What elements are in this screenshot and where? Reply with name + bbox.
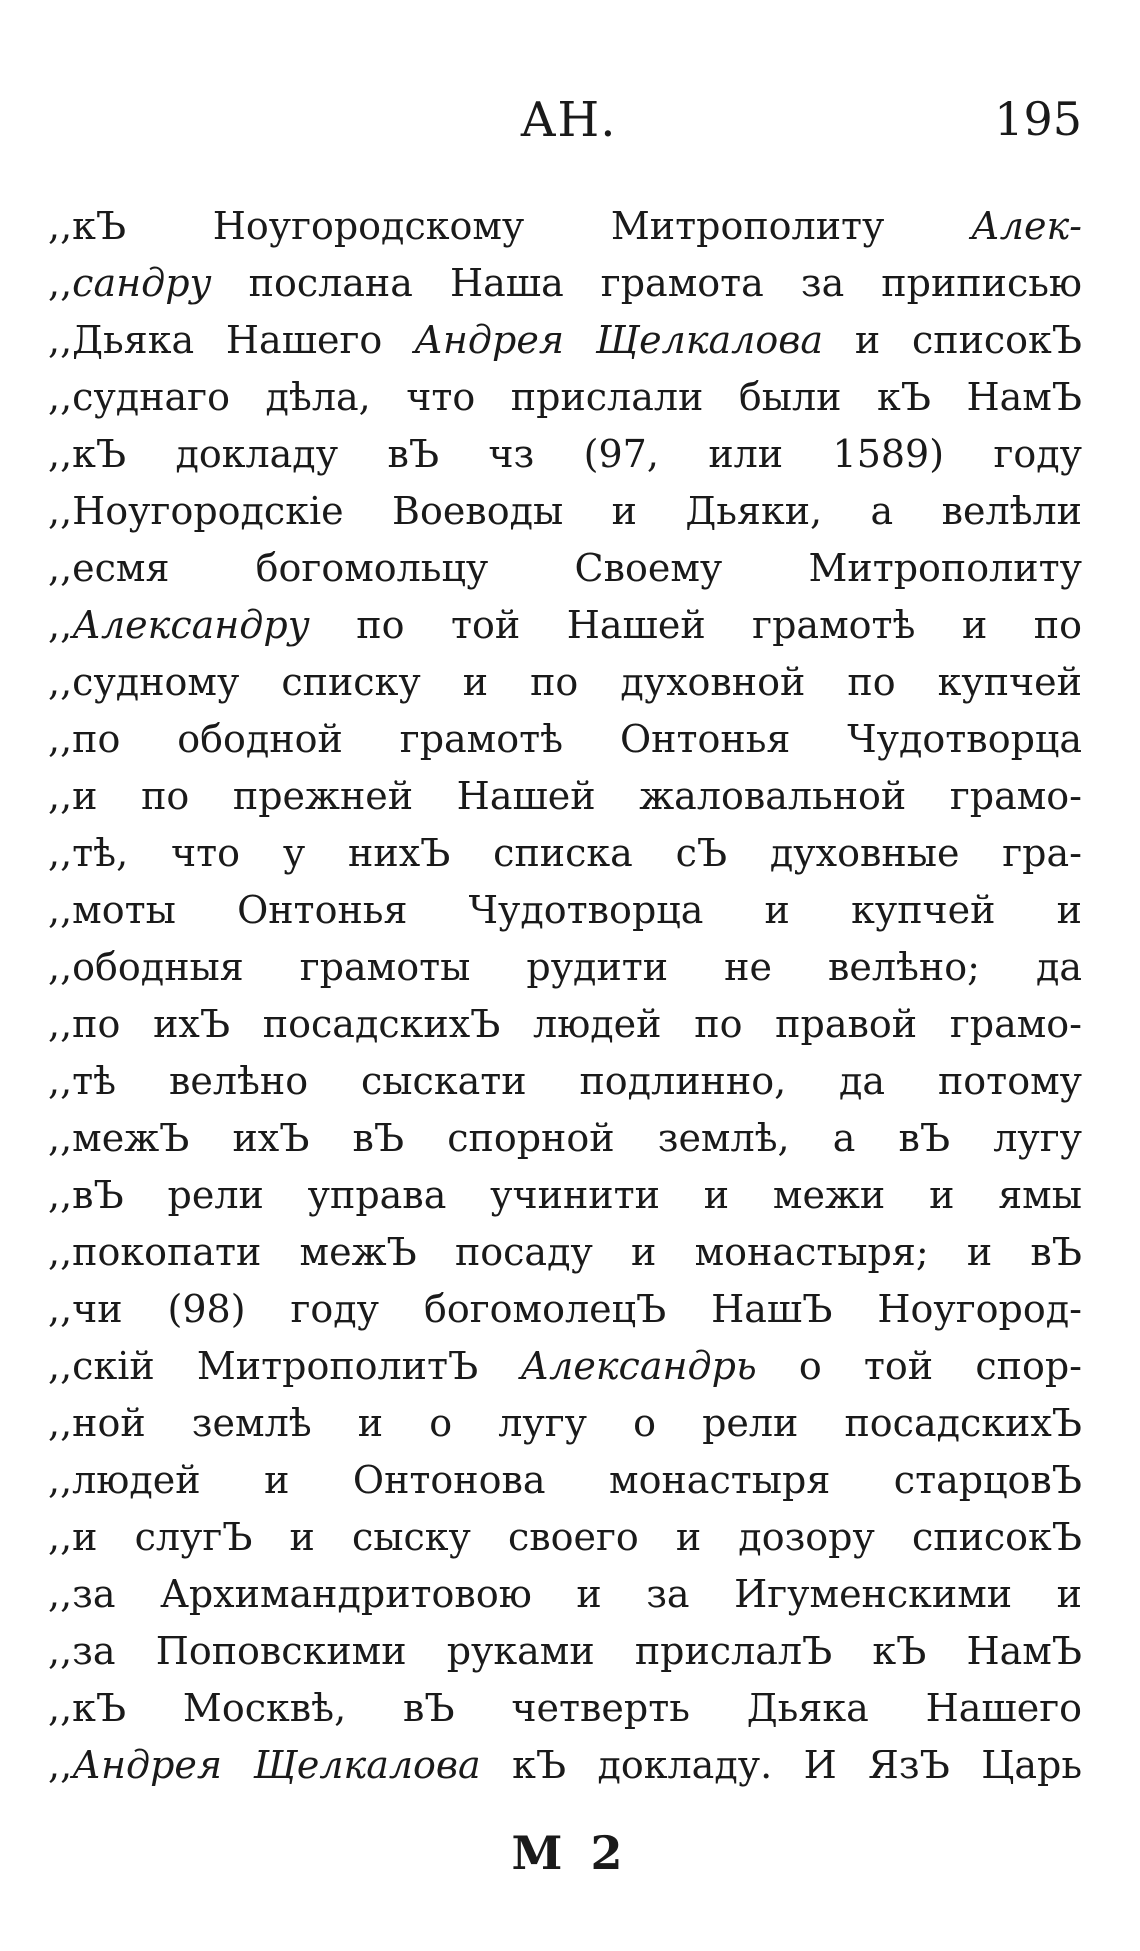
text-line bbox=[48, 483, 1082, 540]
text-segment: ,,скій МитрополитЪ bbox=[48, 1344, 521, 1388]
text-line bbox=[48, 312, 1082, 369]
text-line bbox=[48, 540, 1082, 597]
text-line bbox=[48, 825, 1082, 882]
text-segment: ,,по ихЪ посадскихЪ людей по правой грамо- bbox=[48, 1002, 1082, 1046]
text-segment: ,,чи (98) году богомолецЪ НашЪ Ноугород- bbox=[48, 1287, 1082, 1331]
italic-name: Андрея Щелкалова bbox=[414, 318, 824, 362]
body-text bbox=[48, 198, 1082, 1794]
text-segment: ,, bbox=[48, 261, 73, 305]
text-segment: ,,кЪ Москвѣ, вЪ четверть Дьяка Нашего bbox=[48, 1686, 1082, 1730]
text-line bbox=[48, 1395, 1082, 1452]
text-line bbox=[48, 1167, 1082, 1224]
text-segment: ,,и слугЪ и сыску своего и дозору списокЪ bbox=[48, 1515, 1082, 1559]
running-head: АН. bbox=[520, 92, 617, 148]
text-segment: по той Нашей грамотѣ и по bbox=[309, 603, 1082, 647]
text-segment: ,,за Поповскими руками прислалЪ кЪ НамЪ bbox=[48, 1629, 1082, 1673]
text-line bbox=[48, 1680, 1082, 1737]
text-line bbox=[48, 996, 1082, 1053]
text-segment: ,,людей и Онтонова монастыря старцовЪ bbox=[48, 1458, 1082, 1502]
text-segment: ,,тѣ, что у нихЪ списка сЪ духовные гра- bbox=[48, 831, 1082, 875]
italic-name: Александру bbox=[72, 603, 310, 647]
text-line bbox=[48, 1110, 1082, 1167]
text-segment: ,,Дьяка Нашего bbox=[48, 318, 415, 362]
text-line bbox=[48, 1053, 1082, 1110]
text-line bbox=[48, 882, 1082, 939]
text-line bbox=[48, 597, 1082, 654]
text-line bbox=[48, 198, 1082, 255]
text-line bbox=[48, 939, 1082, 996]
text-line bbox=[48, 1452, 1082, 1509]
text-segment: ,,ной землѣ и о лугу о рели посадскихЪ bbox=[48, 1401, 1082, 1445]
text-segment: ,,межЪ ихЪ вЪ спорной землѣ, а вЪ лугу bbox=[48, 1116, 1082, 1160]
text-line bbox=[48, 255, 1082, 312]
text-segment: кЪ докладу. И ЯзЪ Царь bbox=[480, 1743, 1082, 1787]
text-segment: ,,тѣ велѣно сыскати подлинно, да потому bbox=[48, 1059, 1082, 1103]
italic-name: Александрь bbox=[520, 1344, 757, 1388]
text-segment: ,,есмя богомольцу Своему Митрополиту bbox=[48, 546, 1082, 590]
text-segment: ,,по ободной грамотѣ Онтонья Чудотворца bbox=[48, 717, 1082, 761]
italic-name: Андрея Щелкалова bbox=[72, 1743, 481, 1787]
text-segment: послана Наша грамота за приписью bbox=[211, 261, 1082, 305]
text-line bbox=[48, 1338, 1082, 1395]
text-line bbox=[48, 1737, 1082, 1794]
text-segment: ,,вЪ рели управа учинити и межи и ямы bbox=[48, 1173, 1082, 1217]
text-segment: и списокЪ bbox=[823, 318, 1082, 362]
text-segment: ,,судному списку и по духовной по купчей bbox=[48, 660, 1082, 704]
text-segment: ,,Ноугородскіе Воеводы и Дьяки, а велѣли bbox=[48, 489, 1082, 533]
signature-mark: М 2 bbox=[511, 1826, 629, 1880]
text-segment: ,, bbox=[48, 603, 73, 647]
text-line bbox=[48, 1224, 1082, 1281]
text-segment: ,,и по прежней Нашей жаловальной грамо- bbox=[48, 774, 1082, 818]
text-segment: ,,покопати межЪ посаду и монастыря; и вЪ bbox=[48, 1230, 1082, 1274]
text-line bbox=[48, 1281, 1082, 1338]
text-segment: ,,за Архимандритовою и за Игуменскими и bbox=[48, 1572, 1082, 1616]
text-line bbox=[48, 369, 1082, 426]
text-segment: ,,ободныя грамоты рудити не велѣно; да bbox=[48, 945, 1082, 989]
text-segment: о той спор- bbox=[756, 1344, 1082, 1388]
italic-name: Алек- bbox=[971, 204, 1082, 248]
italic-name: сандру bbox=[72, 261, 212, 305]
text-segment: ,,суднаго дѣла, что прислали были кЪ НамЪ bbox=[48, 375, 1082, 419]
text-segment: ,, bbox=[48, 1743, 73, 1787]
text-segment: ,,кЪ Ноугородскому Митрополиту bbox=[48, 204, 971, 248]
text-segment: ,,моты Онтонья Чудотворца и купчей и bbox=[48, 888, 1082, 932]
text-line bbox=[48, 426, 1082, 483]
text-line bbox=[48, 1623, 1082, 1680]
text-segment: ,,кЪ докладу вЪ чз (97, или 1589) году bbox=[48, 432, 1082, 476]
text-line bbox=[48, 711, 1082, 768]
text-line bbox=[48, 768, 1082, 825]
text-line bbox=[48, 1566, 1082, 1623]
page-number: 195 bbox=[994, 92, 1082, 146]
text-line bbox=[48, 654, 1082, 711]
text-line bbox=[48, 1509, 1082, 1566]
